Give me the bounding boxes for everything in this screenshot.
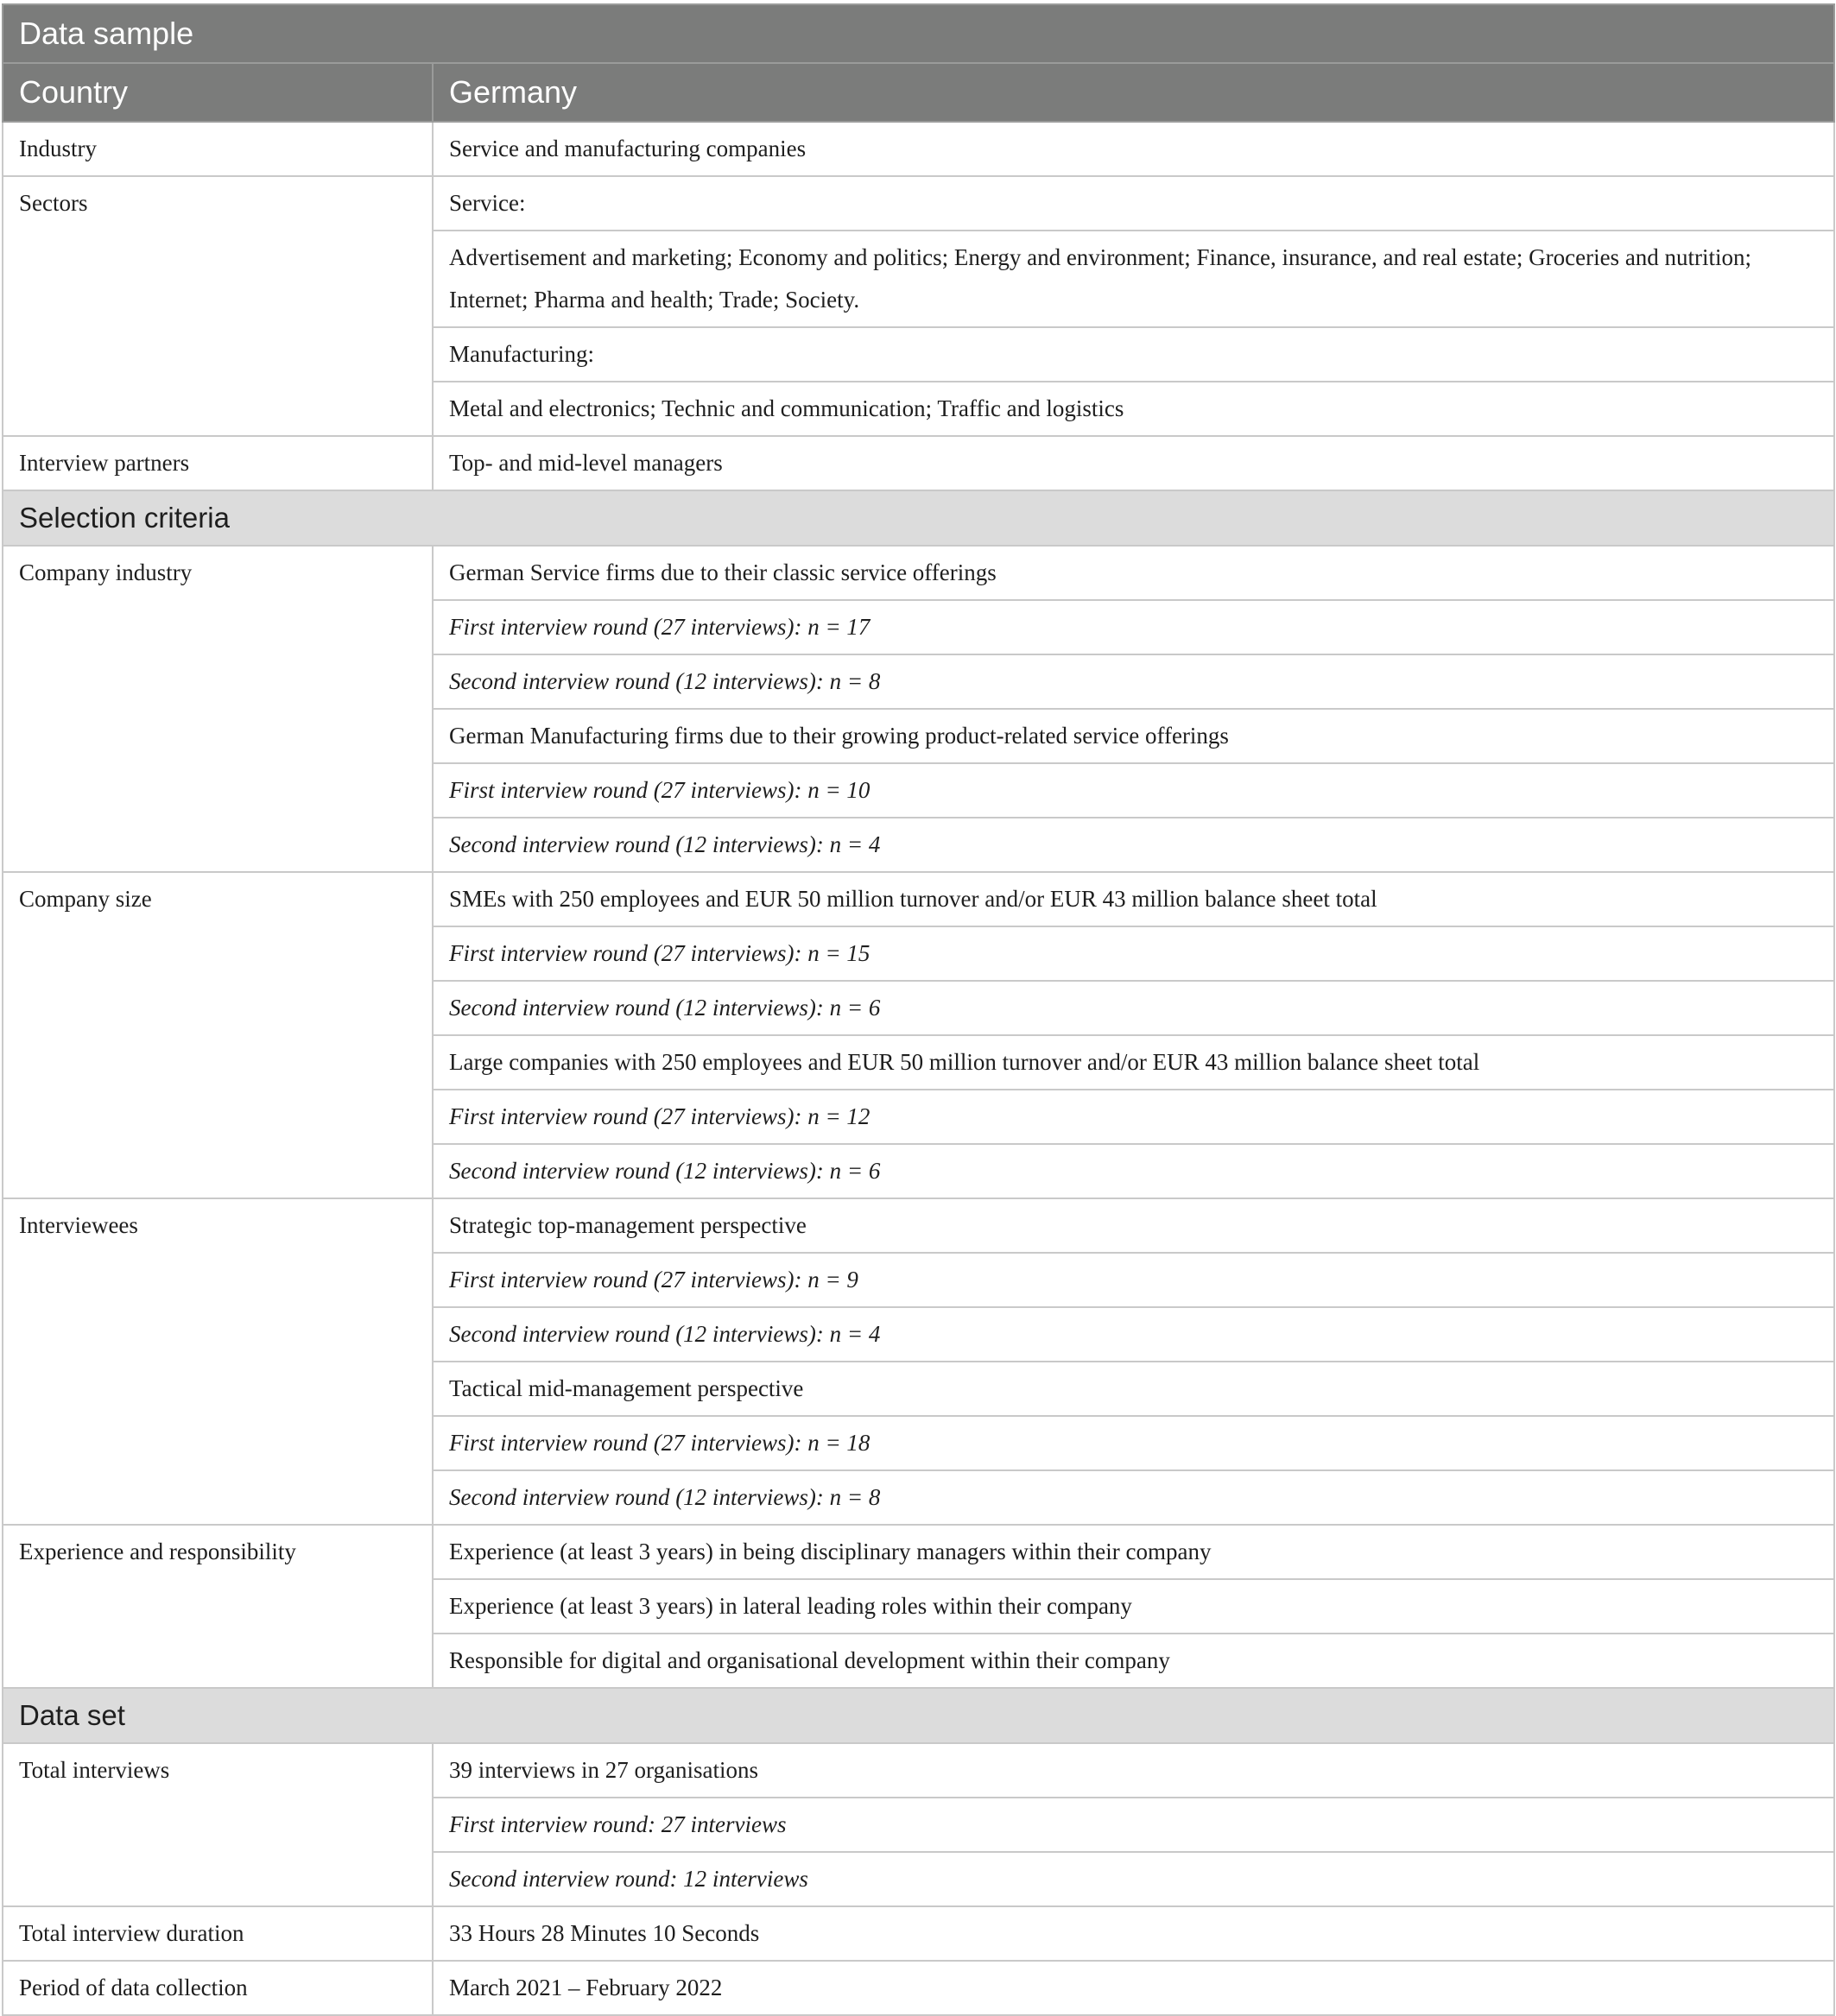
row-value: 39 interviews in 27 organisations: [433, 1743, 1834, 1798]
section-heading: Data set: [3, 1688, 1834, 1743]
row-value: Top- and mid-level managers: [433, 436, 1834, 490]
data-sample-table: [2, 3, 1835, 2016]
row-value: Second interview round (12 interviews): n = 4: [433, 1307, 1834, 1362]
row-label-company-size: Company size: [3, 872, 433, 1198]
row-value: Second interview round (12 interviews): n = 8: [433, 654, 1834, 709]
table-row: [3, 1198, 1834, 1253]
row-value: First interview round (27 interviews): n = 15: [433, 926, 1834, 981]
row-value: First interview round (27 interviews): n = 18: [433, 1416, 1834, 1470]
row-label-experience-and-responsibility: Experience and responsibility: [3, 1525, 433, 1688]
row-value: Second interview round (12 interviews): n = 4: [433, 818, 1834, 872]
row-value: Service:: [433, 176, 1834, 231]
row-value: Service and manufacturing companies: [433, 122, 1834, 176]
row-value: Second interview round (12 interviews): n = 6: [433, 1144, 1834, 1198]
row-value: Experience (at least 3 years) in lateral leading roles within their company: [433, 1579, 1834, 1634]
row-value: Second interview round: 12 interviews: [433, 1852, 1834, 1906]
table-header-row: [3, 63, 1834, 122]
row-value: German Service firms due to their classic service offerings: [433, 546, 1834, 600]
row-value: Strategic top-management perspective: [433, 1198, 1834, 1253]
row-label-total-interviews: Total interviews: [3, 1743, 433, 1906]
table-title-row: [3, 4, 1834, 63]
row-value: First interview round: 27 interviews: [433, 1798, 1834, 1852]
table-row: [3, 1743, 1834, 1798]
table-row: [3, 546, 1834, 600]
row-value: Advertisement and marketing; Economy and politics; Energy and environment; Finance, insurance, and real estate; Groceries and nutrition; Internet; Pharma and health; Trade; Society.: [433, 231, 1834, 327]
row-value: March 2021 – February 2022: [433, 1961, 1834, 2015]
row-value: Second interview round (12 interviews): n = 8: [433, 1470, 1834, 1525]
row-value: First interview round (27 interviews): n = 12: [433, 1090, 1834, 1144]
row-value: Metal and electronics; Technic and communication; Traffic and logistics: [433, 382, 1834, 436]
row-value: First interview round (27 interviews): n = 9: [433, 1253, 1834, 1307]
data-sample-table-container: [2, 3, 1833, 2016]
row-value: Experience (at least 3 years) in being disciplinary managers within their company: [433, 1525, 1834, 1579]
table-row: [3, 1906, 1834, 1961]
header-country: Country: [3, 63, 433, 122]
table-row: [3, 1525, 1834, 1579]
section-row-data-set: [3, 1688, 1834, 1743]
row-value: Responsible for digital and organisational development within their company: [433, 1634, 1834, 1688]
row-label-period-of-data-collection: Period of data collection: [3, 1961, 433, 2015]
table-row: [3, 176, 1834, 231]
section-row-selection-criteria: [3, 490, 1834, 546]
row-value: Tactical mid-management perspective: [433, 1362, 1834, 1416]
table-row: [3, 122, 1834, 176]
row-label-interview-partners: Interview partners: [3, 436, 433, 490]
header-germany: Germany: [433, 63, 1834, 122]
table-body: [3, 4, 1834, 2015]
row-value: First interview round (27 interviews): n = 17: [433, 600, 1834, 654]
table-row: [3, 1961, 1834, 2015]
row-label-interviewees: Interviewees: [3, 1198, 433, 1525]
row-value: 33 Hours 28 Minutes 10 Seconds: [433, 1906, 1834, 1961]
row-label-company-industry: Company industry: [3, 546, 433, 872]
table-title: Data sample: [3, 4, 1834, 63]
row-value: Large companies with 250 employees and EUR 50 million turnover and/or EUR 43 million balance sheet total: [433, 1035, 1834, 1090]
row-label-sectors: Sectors: [3, 176, 433, 436]
row-label-industry: Industry: [3, 122, 433, 176]
section-heading: Selection criteria: [3, 490, 1834, 546]
table-row: [3, 872, 1834, 926]
table-row: [3, 436, 1834, 490]
row-label-total-interview-duration: Total interview duration: [3, 1906, 433, 1961]
row-value: SMEs with 250 employees and EUR 50 million turnover and/or EUR 43 million balance sheet total: [433, 872, 1834, 926]
row-value: German Manufacturing firms due to their growing product-related service offerings: [433, 709, 1834, 763]
row-value: Second interview round (12 interviews): n = 6: [433, 981, 1834, 1035]
row-value: Manufacturing:: [433, 327, 1834, 382]
row-value: First interview round (27 interviews): n = 10: [433, 763, 1834, 818]
